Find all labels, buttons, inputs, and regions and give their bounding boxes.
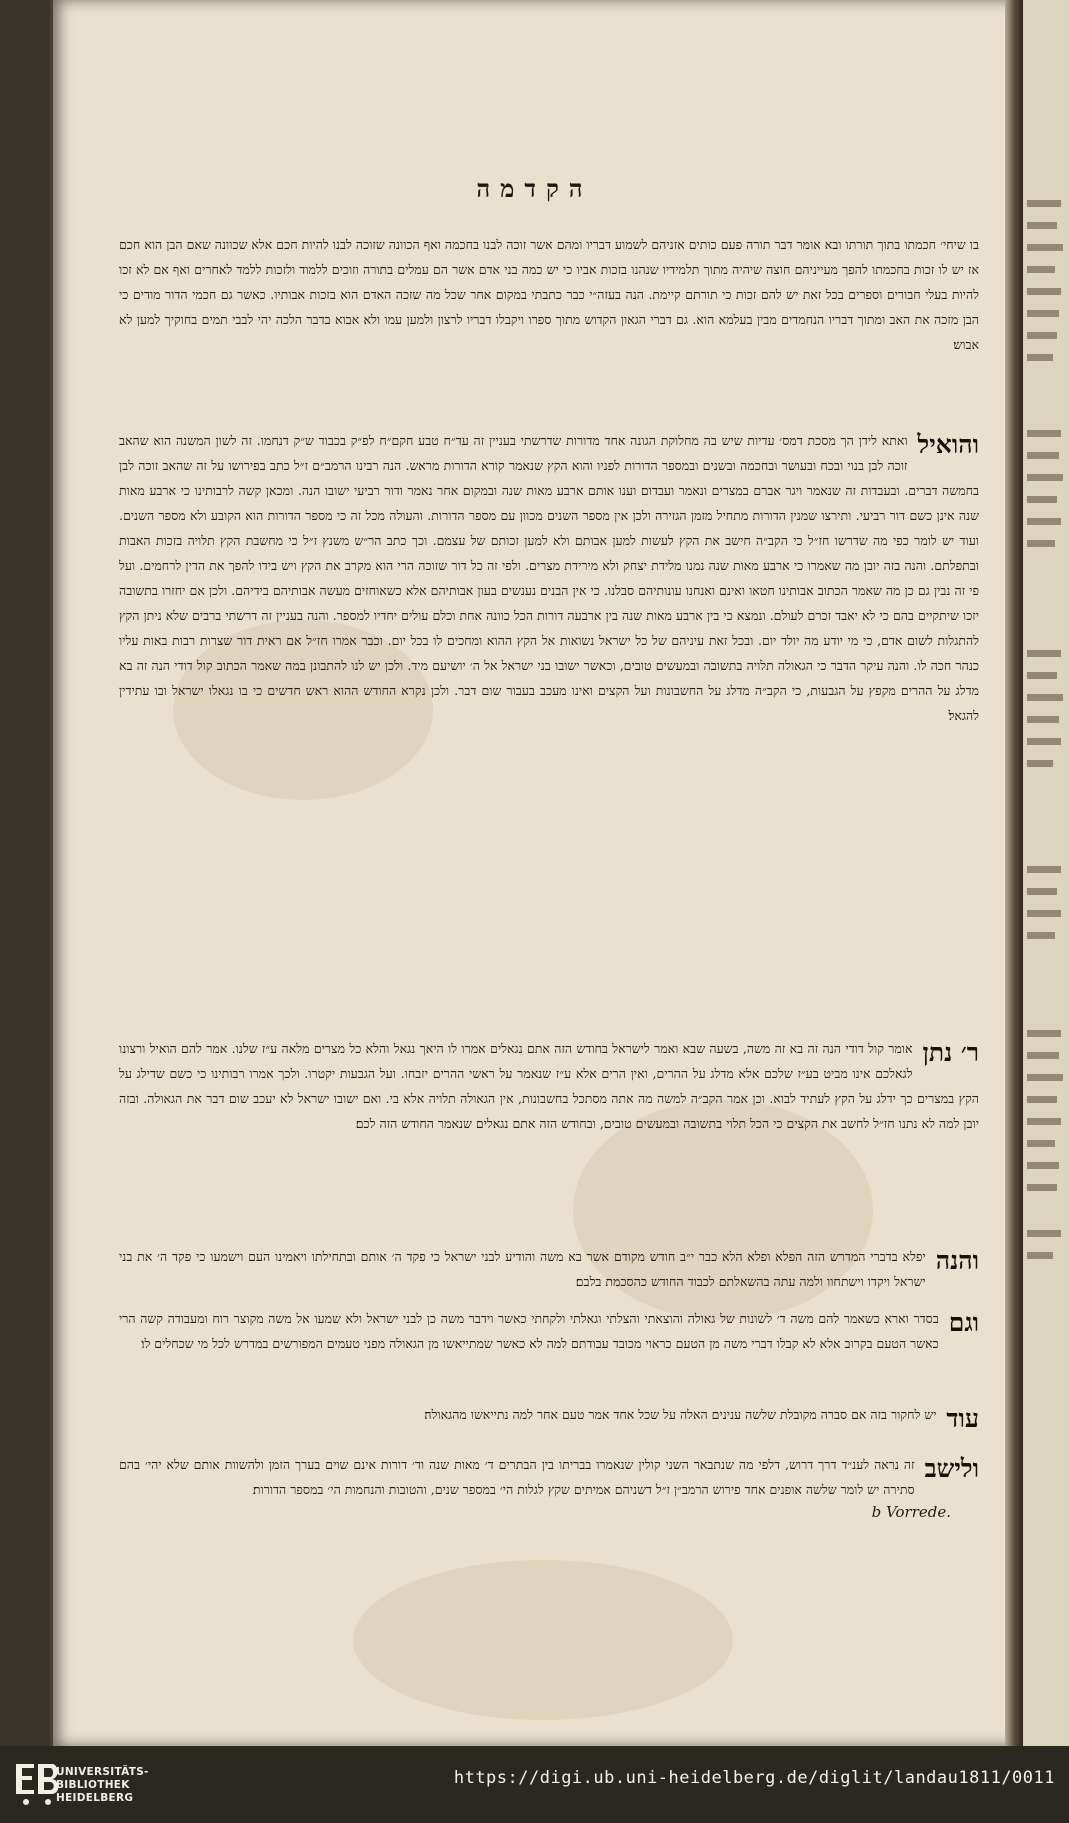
paragraph-lead-word: וגם [948,1308,979,1337]
paragraph-lead-word: ר׳ נתן [922,1038,979,1067]
paper-stain [353,1560,733,1720]
paragraph-vehine [119,1244,979,1294]
paragraph-vehoil [119,428,979,728]
paragraph-lead-word: עוד [946,1404,979,1433]
page-url-link[interactable]: https://digi.ub.uni-heidelberg.de/diglit/landau1811/0011 [453,1768,1055,1788]
paragraph-rabbi-natan [119,1036,979,1136]
logo-line: BIBLIOTHEK [56,1779,130,1791]
paragraph-text: בסדר וארא כשאמר להם משה ד׳ לשונות של גאולה והוצאתי והצלתי וגאלתי ולקחתי כאשר וידבר משה כן לבני ישראל ולא שמעו אל משה מקוצר רוח ומעבודה קשה הרי כאשר הטעם בקרוב אלא לא קבלו דברי משה מן הטעם כראוי מכובד עבודתם למה לא כאשר שמתייאשו מן הגאולה מפני טעמים המפורשים במדרש לכל מי שכחלים לו׃ [119,1311,939,1351]
university-library-wordmark [56,1766,149,1805]
paragraph-lead-word: ולישב [924,1454,979,1483]
page-title: הקדמה [476,174,593,203]
paragraph-vegam [119,1306,979,1356]
paragraph-text: בו שיחי׳ חכמתו בתוך תורתו ובא אומר דבר תורה פעם כותים אזניהם לשמוע דבריו ומהם אשר זוכה לבנו בחכמה ואף הכוונה שזוכה לבנו להיות חכם אלא שכוונה שאם הבן הוא חכם אז יש לו זכות בחכמתו להפך מעייניהם חוצה שיהיה מתוך תלמידיו שנהנו בזכות אביו כי יש כמה בני אדם אשר הם עמלים בתורה וזוכים ללמוד ולזכות ללמד לאחרים ואף אם לא זכו להיות בעלי חבורים וספרים בכל זאת יש להם זכות כי תורתם קיימת. הנה בעזה״י כבר כתבתי במקום אחר שכל מה שזכה האדם הוא בזכות אבותיו. כאשר גם חכמי הדור מודים כי הבן מזכה את האב ומתוך דבריו הנחמדים מבין בעלמא הוא. גם דברי הגאון הקדוש מתוך ספרו ויקבלו דבריו לרצון ולמען עמו ולא אבוא בדבר הלכה יהי לבבי תמים בחוקיך למען לא אבוש׃ [119,237,979,352]
paragraph-veleyashev [119,1452,979,1502]
logo-line: HEIDELBERG [56,1792,134,1804]
paragraph-intro [119,232,979,357]
paragraph-od [119,1402,979,1436]
catchword: b Vorrede. [871,1503,951,1521]
paragraph-text: ואתא לידן הך מסכת דמס׳ עדיות שיש בה מחלוקת הגונה אחד מדורות שדרשתי בעניין זה עד״ח טבע חקם״ח לפ״ק בכבוד ש״ק דנחמו. זה לשון המשנה הוא שהאב זוכה לבן בנוי ובכח ובעושר ובחכמה ובשנים ובמספר הדורות לפניו והוא הקץ שנאמר קורא הדורות מראש. הנה רבינו הרמב״ם ז״ל כתב בפירושו על זה שהאב זוכה לבן בחמשה דברים. ובעבדות זה שנאמר ויגר אברם במצרים ונאמר ועבדום וענו אותם ארבע מאות שנה ובמקום אחר נאמר ודור רביעי ישובו הנה. ומכאן קשה לרבותינו כי ארבע מאות שנה אינן כשם דור רביעי. ותירצו שמנין הדורות מתחיל מזמן הגזירה ולכן אין מספר השנים מכוון עם מספר הדורות. והעולה מכל זה כי מספר הדורות הוא הקובע ולא מספר השנים. ועוד יש לומר כפי מה שדרשו חז״ל כי הקב״ה חישב את הקץ לעשות למען אבותם ולא למען זכותם של עצמם. וכך כתב הר״ש משנץ ז״ל כי מחשבת הקץ תלויה בזכות האבות ובתפלתם. והנה בזה יובן מה שאמרו כי ארבע מאות שנה נמנו מלידת יצחק ולא מירידת מצרים. ולפי זה כל דור שזוכה הרי הוא מקרב את הקץ ויש בידו להפך את הדין לרחמים. ועל פי זה נבין גם כן מה שאמר הכתוב אבותינו חטאו ואינם ואנחנו עונותיהם סבלנו. כי אין הבנים נענשים בעון אבותיהם אלא כשאוחזים מעשה אבותיהם בידיהם. ולכן אם יחזרו בתשובה יזכו שיתקיים בהם כי לא יאבד זכרם לעולם. ונמצא כי בין ארבע מאות שנה בין ארבעה דורות הכל כוונה אחת וכלם עולים יחדיו למספר. והנה בעניין זה דרשתי ברבים שלא ניתן הקץ להתגלות לשום אדם, כי מי יודע מה יולד יום. ובכל זאת עיניהם של כל ישראל נשואות אל הקץ ההוא ומחכים לו בכל יום. וכבר אמרו חז״ל אם ראית דור שצרות רבות באות עליו כנהר חכה לו. והנה עיקר הדבר כי הגאולה תלויה בתשובה ובמעשים טובים, וכאשר ישובו בני ישראל אל ה׳ יושיעם מיד. ולכן יש לנו להתבונן במה שאמר הכתוב קול דודי הנה זה בא מדלג על ההרים מקפץ על הגבעות, כי הקב״ה מדלג על החשבונות ועל הקצים ואינו מעכב בעבור שום דבר. ולכן נקרא החודש ההוא ראש חדשים כי בו נגאלו ישראל ובו עתידין להגאל׃ [119,433,979,723]
paragraph-text: יש לחקור בזה אם סברה מקובלת שלשה ענינים האלה על שכל אחד אמר טעם אחר למה נתייאשו מהגאולה׃ [424,1407,937,1422]
paragraph-text: אומר קול דודי הנה זה בא זה משה, בשעה שבא ואמר לישראל בחודש הזה אתם נגאלים אמרו לו היאך נגאל והלא כל מצרים מלאה ע״ז שלנו. אמר להם הואיל ורצונו לגאלכם אינו מביט בע״ז שלכם אלא מדלג על ההרים, ואין הרים אלא ע״ז שנאמר על ראשי ההרים יזבחו. ועל הגבעות יקטרו. ולכך אמרו רבותינו כי כשם שדילג על הקץ במצרים כך ידלג על הקץ לעתיד לבוא. וכן אמר הקב״ה למשה מה אתה מסתכל בחשבונות, אין הגאולה תלויה אלא בי. ואם ישובו ישראל לא יעכב שום דבר את הגאולה. ובזה יובן למה לא נתנו חז״ל לחשב את הקצים כי הכל תלוי בתשובה ובמעשים טובים, ובחודש הזה אתם נגאלים שנאמר החודש הזה לכם׃ [119,1041,979,1131]
book-gutter [1005,0,1023,1746]
paragraph-text: יפלא בדברי המדרש הזה הפלא ופלא הלא כבר י״ב חודש מקודם אשר בא משה והודיע לבני ישראל כי פקד ה׳ אותם ובתחילתו ויאמינו העם וישמעו כי פקד ה׳ את בני ישראל ויקדו וישתחוו ולמה עתה בהשאלתם לכבוד החודש כהסכמת בלבם׃ [119,1249,926,1289]
paragraph-lead-word: והנה [935,1246,979,1275]
paragraph-lead-word: והואיל [917,430,979,459]
facing-page-edge [1023,0,1069,1746]
logo-line: UNIVERSITÄTS- [56,1766,149,1778]
paragraph-text: זה נראה לענ״ד דרך דרוש, דלפי מה שנתבאר השני קולין שנאמרו בבריתו בין הבתרים ד׳ מאות שנה וד׳ דורות אינם שוים בערך הזמן ולהשוות אותם שלא יהי׳ בהם סתירה יש לומר שלשה אופנים אחד פירוש הרמב״ן ז״ל דשניהם אמיתים שקץ לגלות הי׳ במספר שנים, והטובות והנחמות הי׳ במספר הדורות׃ [119,1457,915,1497]
